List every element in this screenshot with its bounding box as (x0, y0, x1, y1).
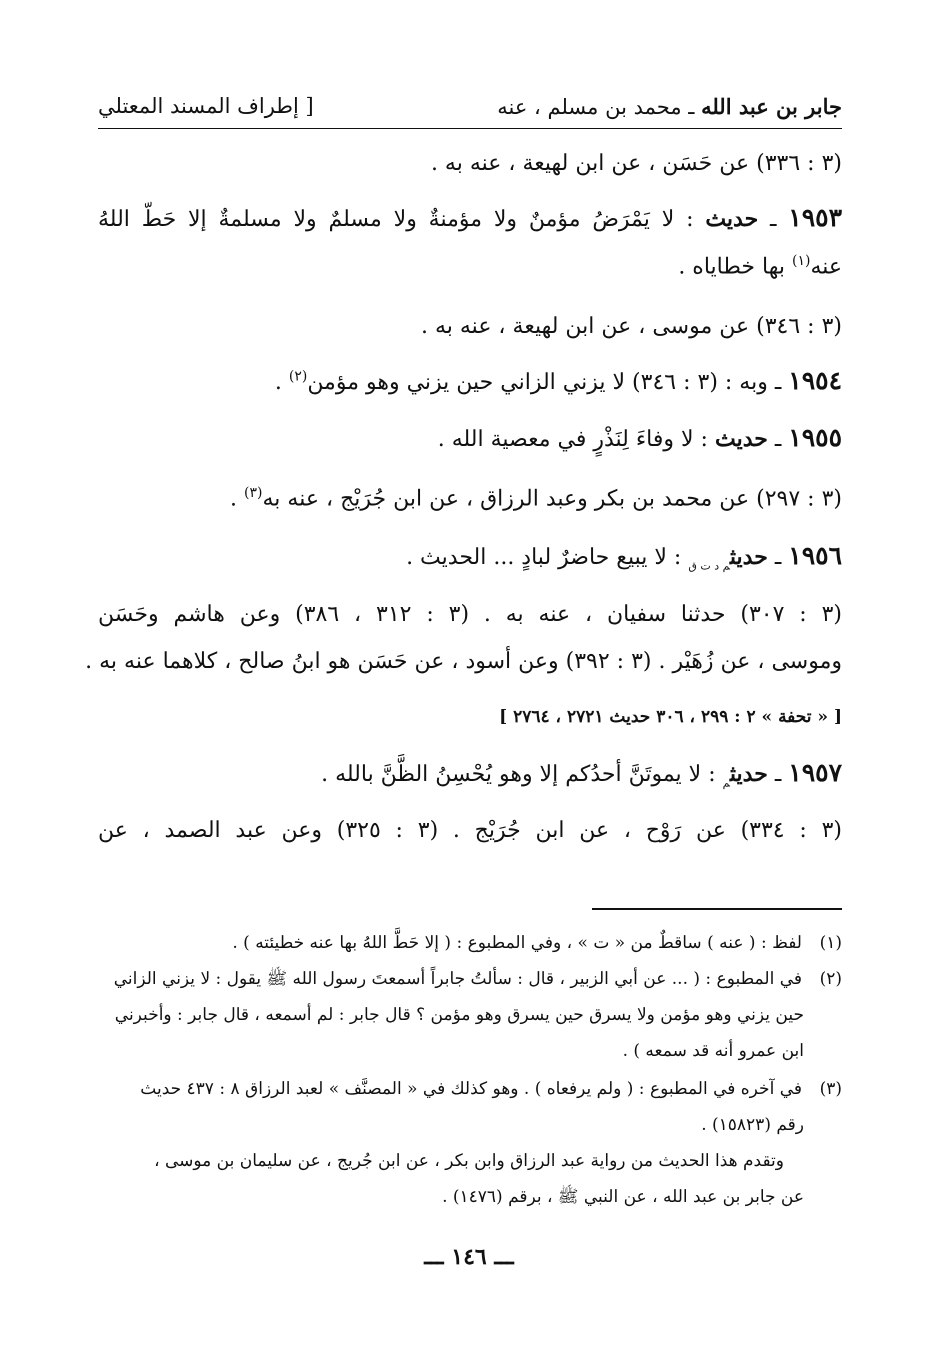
hadith-number: ١٩٥٦ (788, 541, 842, 570)
hadith-1953-continuation (98, 252, 842, 282)
hadith-1953 (98, 202, 842, 235)
hadith-text: ـ وبه : (٣ : ٣٤٦) لا يزني الزاني حين يزني وهو مؤمن (307, 370, 789, 395)
header-chapter-bold: جابر بن عبد الله (701, 94, 842, 119)
hadith-keyword: حديث (729, 761, 768, 787)
hadith-dash: ـ (767, 427, 789, 452)
footnote-3 (98, 1078, 842, 1100)
footnote-marker: (٢) (819, 969, 842, 989)
hadith-keyword: حديث (729, 544, 768, 570)
source-end: . (230, 486, 245, 512)
hadith-cont-text: بها خطاياه . (678, 254, 792, 280)
footnote-text: لفظ : ( عنه ) ساقطٌ من « ت » ، وفي المطبوع : ( إلا حَطَّ اللهُ بها عنه خطيئته ) . (232, 933, 802, 953)
footnote-1 (98, 932, 842, 954)
hadith-1954 (98, 365, 842, 398)
footnote-3-line-3: وتقدم هذا الحديث من رواية عبد الرزاق وابن بكر ، عن ابن جُريج ، عن سليمان بن موسى ، (154, 1151, 784, 1171)
source-line-7 (98, 484, 842, 514)
footnote-2 (98, 968, 842, 990)
source-line-13: (٣ : ٣٣٤) عن رَوْح ، عن ابن جُرَيْج . (٣ : ٣٢٥) وعن عبد الصمد ، عن (98, 818, 842, 843)
hadith-cont-word: عنه (810, 254, 842, 280)
hadith-text: : لا يموتَنَّ أحدُكم إلا وهو يُحْسِنُ الظَّنَّ بالله . (321, 762, 723, 787)
hadith-1957 (98, 757, 842, 791)
hadith-number: ١٩٥٥ (788, 423, 842, 452)
footnote-ref-3: (٣) (244, 485, 263, 501)
header-book-title: [ إطراف المسند المعتلي (98, 94, 314, 118)
footnote-3-line-2: رقم (١٥٨٢٣) . (701, 1115, 804, 1135)
hadith-text: : لا يبيع حاضرٌ لبادٍ ... الحديث . (406, 545, 689, 570)
source-line-1: (٣ : ٣٣٦) عن حَسَن ، عن ابن لهيعة ، عنه به . (430, 151, 842, 176)
running-header (98, 92, 842, 129)
page-number: ـــ ١٤٦ ـــ (424, 1244, 514, 1270)
tuhfa-reference: [ « تحفة » ٢ : ٢٩٩ ، ٣٠٦ حديث ٢٧٢١ ، ٢٧٦٤ ] (499, 707, 842, 727)
collector-symbols: م د ت ق (688, 559, 730, 573)
footnote-text: في آخره في المطبوع : ( ولم يرفعاه ) . وهو كذلك في « المصنَّف » لعبد الرزاق ٨ : ٤٣٧ حديث (140, 1079, 802, 1099)
footnote-ref-1: (١) (791, 253, 811, 269)
hadith-keyword: حديث (714, 426, 768, 452)
hadith-dash: ـ (767, 762, 789, 787)
source-line-9: (٣ : ٣٠٧) حدثنا سفيان ، عنه به . (٣ : ٣١٢ ، ٣٨٦) وعن هاشم وحَسَن (98, 602, 842, 627)
hadith-text: : لا يَمْرَضُ مؤمنٌ ولا مؤمنةٌ ولا مسلمٌ ولا مسلمةٌ إلا حَطّ اللهُ (98, 207, 706, 232)
hadith-text: : لا وفاءَ لِنَذْرٍ في معصية الله . (437, 427, 715, 452)
footnote-2-line-2: حين يزني وهو مؤمن ولا يسرق حين يسرق وهو مؤمن ؟ قال جابر : لم أسمعه ، قال جابر : وأخبرني (114, 1005, 804, 1025)
footnote-marker: (١) (819, 933, 842, 953)
collector-symbols: م (722, 776, 730, 790)
header-chapter-rest: ـ محمد بن مسلم ، عنه (497, 95, 702, 119)
hadith-dash: ـ (758, 207, 789, 232)
footnote-ref-2: (٢) (288, 368, 308, 385)
hadith-number: ١٩٥٤ (788, 366, 842, 395)
hadith-end: . (274, 370, 289, 395)
hadith-1956 (98, 540, 842, 574)
header-chapter-title (497, 94, 842, 119)
footnote-marker: (٣) (819, 1079, 842, 1099)
footnote-separator (592, 908, 842, 910)
footnote-3-line-4: عن جابر بن عبد الله ، عن النبي ﷺ ، برقم (١٤٧٦) . (442, 1187, 804, 1207)
footnote-2-line-3: ابن عمرو أنه قد سمعه ) . (622, 1041, 804, 1061)
footnote-text: في المطبوع : ( ... عن أبي الزبير ، قال : سألتُ جابراً أسمعتَ رسول الله ﷺ يقول : لا يزني الزاني (113, 969, 802, 989)
hadith-1955 (98, 422, 842, 455)
hadith-dash: ـ (767, 545, 789, 570)
hadith-number: ١٩٥٧ (788, 758, 842, 787)
source-text: (٣ : ٢٩٧) عن محمد بن بكر وعبد الرزاق ، عن ابن جُرَيْج ، عنه به (262, 486, 842, 512)
hadith-keyword: حديث (705, 206, 759, 232)
source-line-4: (٣ : ٣٤٦) عن موسى ، عن ابن لهيعة ، عنه به . (420, 314, 842, 339)
hadith-number: ١٩٥٣ (788, 203, 842, 232)
source-line-10: وموسى ، عن زُهَيْر . (٣ : ٣٩٢) وعن أسود ، عن حَسَن هو ابنُ صالح ، كلاهما عنه به . (85, 649, 842, 674)
